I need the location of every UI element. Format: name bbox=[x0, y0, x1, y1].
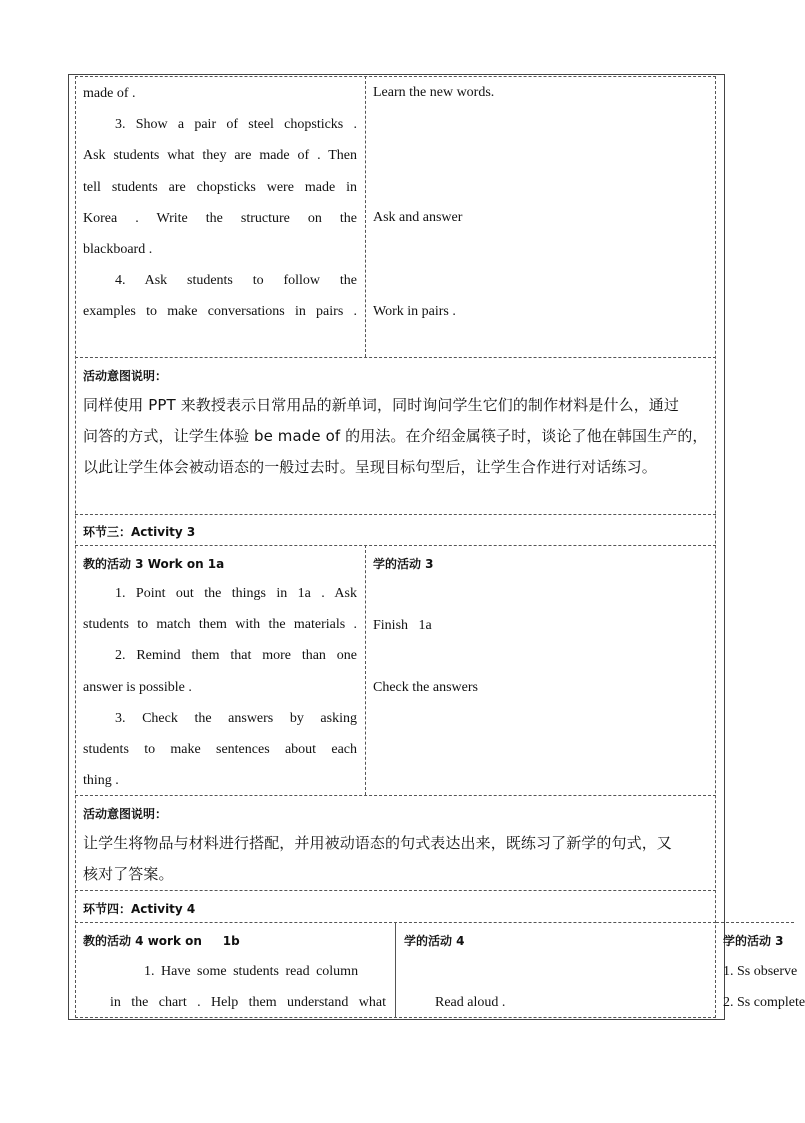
text-line: students to match them with the materials . bbox=[83, 617, 357, 633]
text-line: answer is possible . bbox=[83, 679, 192, 695]
teacher-activity-cell bbox=[83, 578, 357, 796]
overflow-student-title: 学的活动 3 bbox=[723, 934, 784, 948]
row-divider bbox=[75, 545, 716, 546]
teacher-activity-title: 教的活动 4 work on 1b bbox=[83, 934, 240, 948]
text-line: made of . bbox=[83, 86, 136, 101]
overflow-student-text: 2. Ss complete bbox=[723, 995, 805, 1010]
section-heading: 环节四：Activity 4 bbox=[83, 902, 196, 916]
text-line: 核对了答案。 bbox=[83, 865, 174, 884]
text-line: students to make sentences about each bbox=[83, 741, 357, 757]
text-line: 1. Have some students read column bbox=[144, 964, 359, 979]
student-activity-text: Finish 1a bbox=[373, 618, 432, 633]
text-line: thing . bbox=[83, 773, 119, 789]
column-divider bbox=[395, 922, 396, 1018]
column-divider bbox=[365, 545, 366, 795]
intent-title: 活动意图说明： bbox=[83, 807, 168, 821]
section-heading: 环节三：Activity 3 bbox=[83, 525, 196, 539]
intent-title: 活动意图说明： bbox=[83, 369, 168, 383]
text-line: 2. Remind them that more than one bbox=[115, 648, 357, 664]
text-line: 1. Point out the things in 1a . Ask bbox=[115, 586, 357, 601]
row-divider bbox=[75, 514, 716, 515]
row-divider-overflow bbox=[716, 922, 794, 923]
intent-text bbox=[83, 828, 709, 890]
teacher-activity-cell bbox=[83, 78, 357, 328]
overflow-student-text: 1. Ss observe bbox=[723, 964, 798, 979]
text-line: 3. Show a pair of steel chopsticks . bbox=[115, 117, 357, 133]
text-line: examples to make conversations in pairs . bbox=[83, 304, 357, 320]
teacher-activity-cell bbox=[110, 956, 386, 1018]
row-divider bbox=[75, 357, 716, 358]
intent-text bbox=[83, 390, 709, 484]
text-line: in the chart . Help them understand what bbox=[110, 995, 386, 1011]
text-line: 3. Check the answers by asking bbox=[115, 710, 357, 726]
student-activity-text: Check the answers bbox=[373, 680, 478, 695]
text-line: tell students are chopsticks were made in bbox=[83, 179, 357, 195]
text-line: Ask students what they are made of . Then bbox=[83, 148, 357, 164]
text-line: 让学生将物品与材料进行搭配，并用被动语态的句式表达出来，既练习了新学的句式，又 bbox=[83, 834, 672, 852]
column-divider bbox=[365, 76, 366, 357]
text-line: 问答的方式，让学生体验 be made of 的用法。在介绍金属筷子时，谈论了他在韩国生产的， bbox=[83, 427, 708, 446]
student-activity-title: 学的活动 4 bbox=[404, 934, 465, 948]
student-activity-title: 学的活动 3 bbox=[373, 557, 434, 571]
text-line: 同样使用 PPT 来教授表示日常用品的新单词，同时询问学生它们的制作材料是什么，通过 bbox=[83, 396, 679, 414]
student-activity-text: Learn the new words. bbox=[373, 85, 495, 100]
text-line: blackboard . bbox=[83, 241, 153, 257]
student-activity-text: Read aloud . bbox=[435, 995, 506, 1010]
teacher-activity-title: 教的活动 3 Work on 1a bbox=[83, 557, 225, 571]
text-line: 4. Ask students to follow the bbox=[115, 273, 357, 289]
text-line: 以此让学生体会被动语态的一般过去时。呈现目标句型后，让学生合作进行对话练习。 bbox=[83, 458, 657, 477]
student-activity-text: Ask and answer bbox=[373, 210, 463, 225]
text-line: Korea . Write the structure on the bbox=[83, 210, 357, 226]
student-activity-text: Work in pairs . bbox=[373, 304, 456, 319]
